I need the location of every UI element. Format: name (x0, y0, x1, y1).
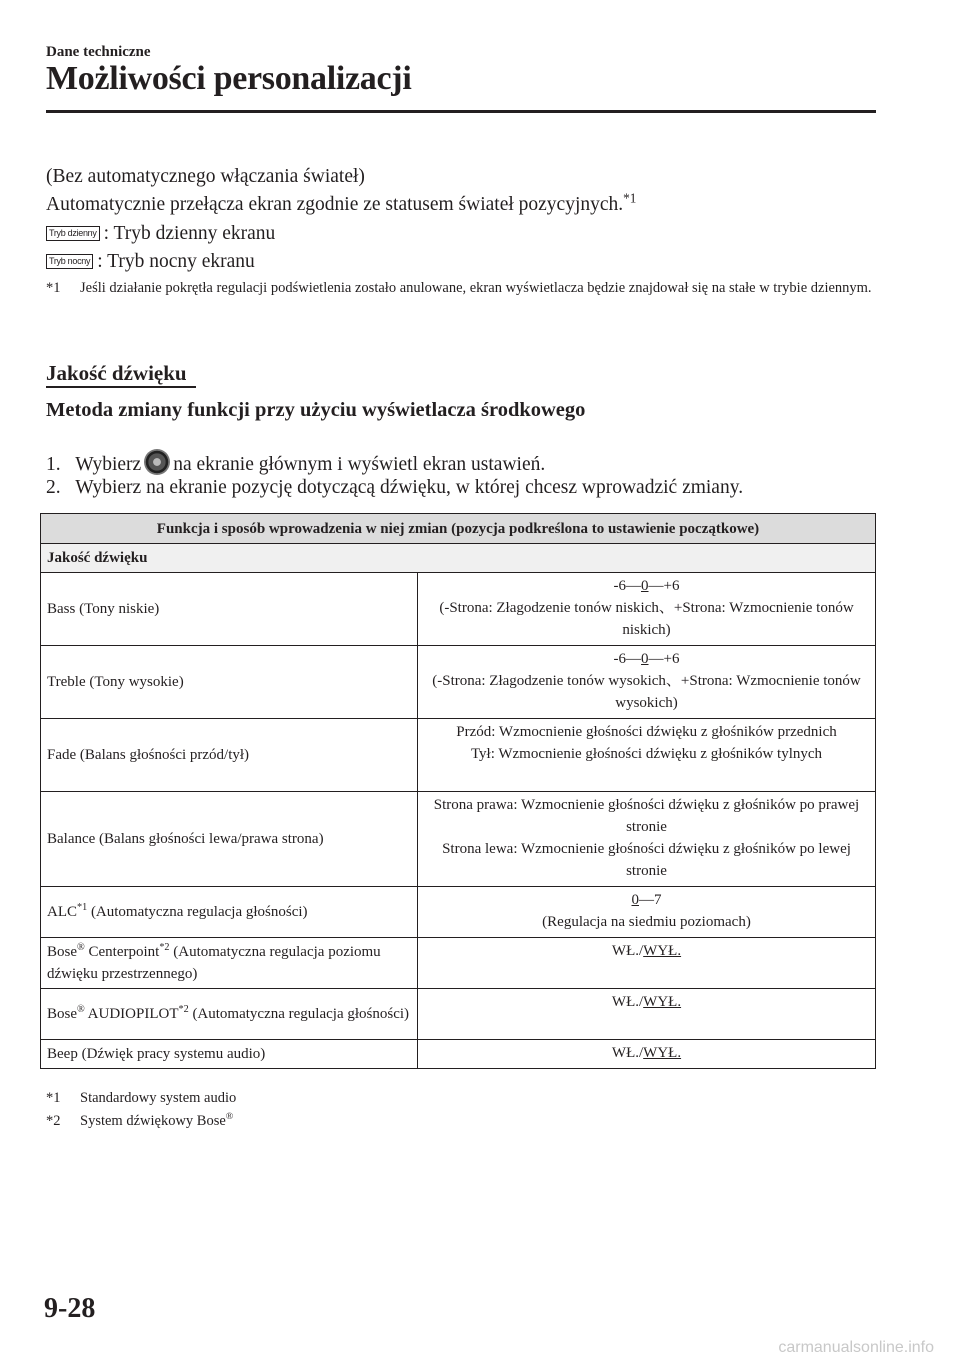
section-heading-underline (46, 386, 196, 388)
row-value-bass: -6—0—+6 (-Strona: Złagodzenie tonów niskich、+Strona: Wzmocnienie tonów niskich) (418, 573, 876, 646)
settings-gear-icon (144, 449, 170, 475)
intro-line-1: (Bez automatycznego włączania świateł) (46, 166, 365, 187)
table-group-row (41, 544, 876, 573)
table-row (41, 1040, 876, 1069)
footnote-2: *2 System dźwiękowy Bose® (46, 1111, 234, 1129)
table-group-label: Jakość dźwięku (41, 544, 876, 573)
table-row (41, 719, 876, 792)
day-mode-line: Tryb dzienny : Tryb dzienny ekranu (46, 223, 275, 245)
intro-footnote: *1 Jeśli działanie pokrętła regulacji podświetlenia zostało anulowane, ekran wyświetlacza będzie znajdował się na stałe w trybie dziennym. (46, 280, 872, 296)
row-label-beep: Beep (Dźwięk pracy systemu audio) (41, 1040, 418, 1069)
row-label-audiopilot: Bose® AUDIOPILOT$^{*2}$ (Automatyczna regulacja głośności) (41, 989, 418, 1040)
day-mode-badge: Tryb dzienny (46, 226, 100, 241)
section-heading: Jakość dźwięku (46, 361, 187, 385)
table-row (41, 989, 876, 1040)
footnote-1: *1 Standardowy system audio (46, 1090, 237, 1106)
row-value-treble: -6—0—+6 (-Strona: Złagodzenie tonów wysokich、+Strona: Wzmocnienie tonów wysokich) (418, 646, 876, 719)
row-value-audiopilot: WŁ./WYŁ. (418, 989, 876, 1040)
step-1: 1. Wybierz na ekranie głównym i wyświetl ekran ustawień. (46, 449, 545, 476)
footnote-ref: *1 (623, 190, 637, 206)
night-mode-badge: Tryb nocny (46, 254, 93, 269)
table-header-row (41, 514, 876, 544)
row-label-alc: ALC$^{*1}$ (Automatyczna regulacja głośności) (41, 887, 418, 938)
table-row (41, 792, 876, 887)
row-value-fade: Przód: Wzmocnienie głośności dźwięku z głośników przednich Tył: Wzmocnienie głośności dźwięku z głośników tylnych (418, 719, 876, 792)
intro-line-2: Automatycznie przełącza ekran zgodnie ze statusem świateł pozycyjnych.$^{*1}$ (46, 190, 637, 215)
page-title: Możliwości personalizacji (46, 60, 412, 97)
row-label-treble: Treble (Tony wysokie) (41, 646, 418, 719)
section-name: Dane techniczne (46, 44, 151, 60)
section-subheading: Metoda zmiany funkcji przy użyciu wyświetlacza środkowego (46, 399, 586, 421)
watermark: carmanualsonline.info (778, 1339, 934, 1356)
row-value-beep: WŁ./WYŁ. (418, 1040, 876, 1069)
row-value-balance: Strona prawa: Wzmocnienie głośności dźwięku z głośników po prawej stronie Strona lewa: Wzmocnienie głośności dźwięku z głośników po lewej stronie (418, 792, 876, 887)
table-row (41, 938, 876, 989)
title-rule (46, 110, 876, 113)
step-2: 2. Wybierz na ekranie pozycję dotyczącą dźwięku, w której chcesz wprowadzić zmiany. (46, 477, 744, 498)
table-row (41, 573, 876, 646)
row-label-centerpoint: Bose® Centerpoint$^{*2}$ (Automatyczna regulacja poziomu dźwięku przestrzennego) (41, 938, 418, 989)
row-label-balance: Balance (Balans głośności lewa/prawa strona) (41, 792, 418, 887)
table-row (41, 887, 876, 938)
row-value-alc: 0—7 (Regulacja na siedmiu poziomach) (418, 887, 876, 938)
row-label-bass: Bass (Tony niskie) (41, 573, 418, 646)
settings-table (40, 513, 876, 1069)
night-mode-line: Tryb nocny : Tryb nocny ekranu (46, 251, 255, 273)
row-label-fade: Fade (Balans głośności przód/tył) (41, 719, 418, 792)
table-header: Funkcja i sposób wprowadzenia w niej zmian (pozycja podkreślona to ustawienie początkowe) (41, 514, 876, 544)
table-row (41, 646, 876, 719)
page-number: 9-28 (44, 1293, 96, 1324)
row-value-centerpoint: WŁ./WYŁ. (418, 938, 876, 989)
